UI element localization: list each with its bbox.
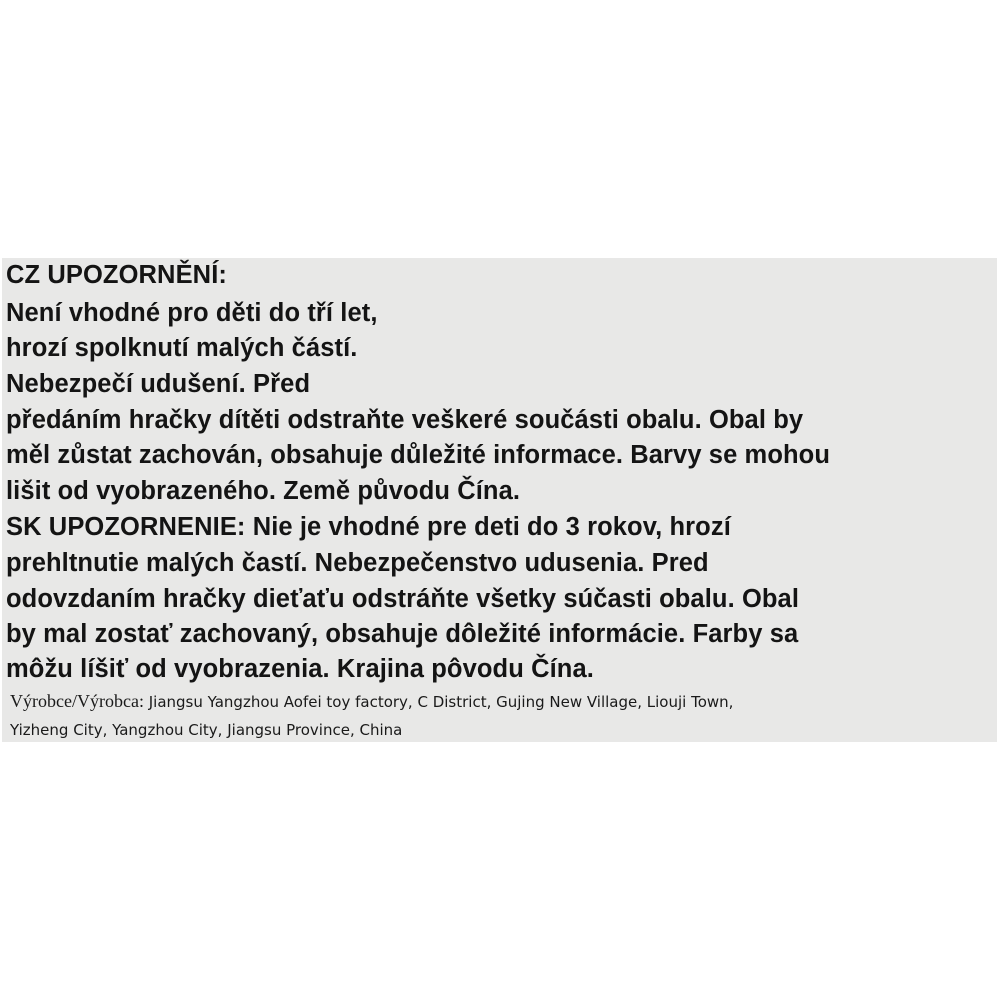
sk-line: odovzdaním hračky dieťaťu odstráňte všetky súčasti obalu. Obal (6, 585, 800, 613)
cz-line: hrozí spolknutí malých částí. (6, 334, 358, 362)
cz-line: Nebezpečí udušení. Před (6, 370, 311, 398)
manufacturer-address-cont: Yizheng City, Yangzhou City, Jiangsu Province, China (10, 721, 403, 739)
sk-line: môžu líšiť od vyobrazenia. Krajina pôvodu Čína. (6, 655, 594, 683)
sk-line: by mal zostať zachovaný, obsahuje dôležité informácie. Farby sa (6, 620, 799, 648)
sk-heading-line: SK UPOZORNENIE: Nie je vhodné pre deti do 3 rokov, hrozí (6, 513, 731, 541)
cz-line: Není vhodné pro děti do tří let, (6, 299, 378, 327)
warning-label (2, 258, 997, 742)
manufacturer-line (10, 720, 402, 741)
cz-line: lišit od vyobrazeného. Země původu Čína. (6, 477, 521, 505)
manufacturer-address: Jiangsu Yangzhou Aofei toy factory, C District, Gujing New Village, Liouji Town, (143, 693, 734, 711)
manufacturer-label: Výrobce/Výrobca: (10, 691, 144, 711)
cz-heading: CZ UPOZORNĚNÍ: (6, 261, 227, 289)
cz-line: předáním hračky dítěti odstraňte veškeré součásti obalu. Obal by (6, 406, 804, 434)
manufacturer-line (10, 691, 733, 713)
cz-line: měl zůstat zachován, obsahuje důležité informace. Barvy se mohou (6, 441, 831, 469)
sk-line: prehltnutie malých častí. Nebezpečenstvo udusenia. Pred (6, 549, 709, 577)
